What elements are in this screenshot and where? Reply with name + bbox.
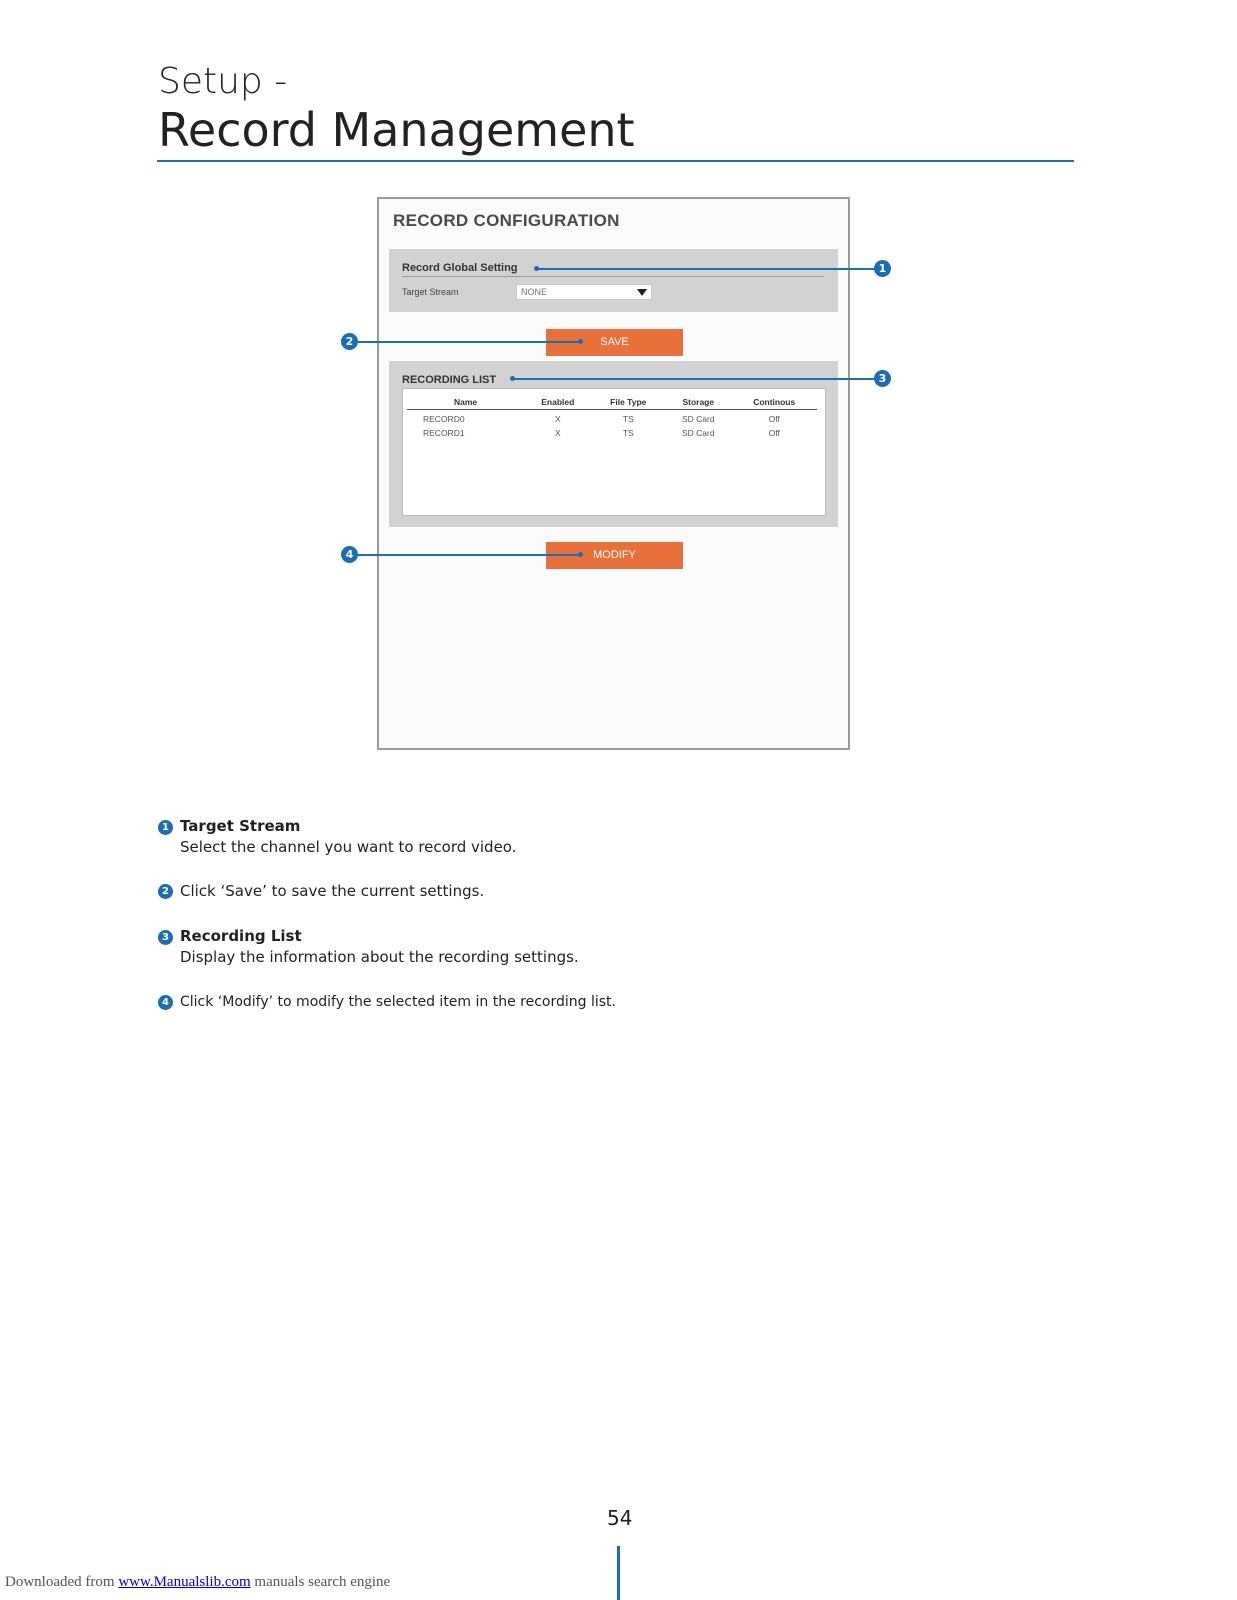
footer-suffix: manuals search engine [250,1574,391,1590]
download-footer [5,1574,390,1591]
description-1-text: Select the channel you want to record video. [180,838,517,856]
section-label: Setup - [158,61,288,102]
modify-button[interactable]: MODIFY [546,542,683,569]
record-global-setting-title: Record Global Setting [402,262,518,274]
record-global-setting-panel [389,249,838,312]
chevron-down-icon [637,289,647,296]
recording-list-box [402,388,826,516]
description-1-badge: 1 [158,820,173,835]
description-3-badge: 3 [158,930,173,945]
cell-name: RECORD0 [423,414,465,424]
target-stream-label: Target Stream [402,287,459,297]
recording-list-title: RECORDING LIST [402,374,497,386]
header-divider [157,160,1074,162]
table-row[interactable] [407,410,817,425]
page-number: 54 [607,1506,633,1530]
callout-4-badge: 4 [341,546,358,563]
callout-2-line [357,341,580,343]
callout-3-line [512,378,882,380]
description-2-badge: 2 [158,884,173,899]
cell-storage: SD Card [681,414,715,424]
table-row[interactable] [407,424,817,438]
page-header [158,62,635,156]
column-header-storage: Storage [665,397,731,410]
cell-name: RECORD1 [423,428,465,438]
callout-3-badge: 3 [874,370,891,387]
column-header-name: Name [407,397,524,410]
cell-enabled: X [554,428,561,438]
cell-file-type: TS [622,414,634,424]
column-header-continous: Continous [731,397,817,410]
callout-4-dot [578,552,583,557]
column-header-file-type: File Type [591,397,665,410]
callout-1-line [536,268,882,270]
description-4-text: Click ‘Modify’ to modify the selected item in the recording list. [180,994,616,1010]
recording-list-table [407,397,817,438]
recording-list-panel [389,361,838,527]
target-stream-value: NONE [521,287,548,297]
description-4-badge: 4 [158,995,173,1010]
callout-2-dot [578,339,583,344]
page-title: Record Management [158,103,635,157]
description-2-text: Click ‘Save’ to save the current settings. [180,882,485,900]
description-1-title: Target Stream [180,817,301,835]
column-header-enabled: Enabled [524,397,591,410]
save-button[interactable]: SAVE [546,329,683,356]
cell-storage: SD Card [681,428,715,438]
cell-continous: Off [768,414,780,424]
record-configuration-title: RECORD CONFIGURATION [393,211,620,230]
callout-1-badge: 1 [874,260,891,277]
cell-file-type: TS [622,428,634,438]
footer-divider [617,1546,620,1600]
callout-2-badge: 2 [341,333,358,350]
callout-4-line [357,554,580,556]
cell-continous: Off [768,428,780,438]
record-configuration-screenshot [377,197,850,750]
description-3-title: Recording List [180,927,302,945]
description-3-text: Display the information about the recording settings. [180,948,579,966]
cell-enabled: X [554,414,561,424]
footer-prefix: Downloaded from [5,1574,119,1590]
manualslib-link[interactable]: www.Manualslib.com [118,1574,251,1590]
panel-divider [402,276,824,277]
table-header-row [407,397,817,410]
target-stream-select[interactable] [516,284,652,300]
